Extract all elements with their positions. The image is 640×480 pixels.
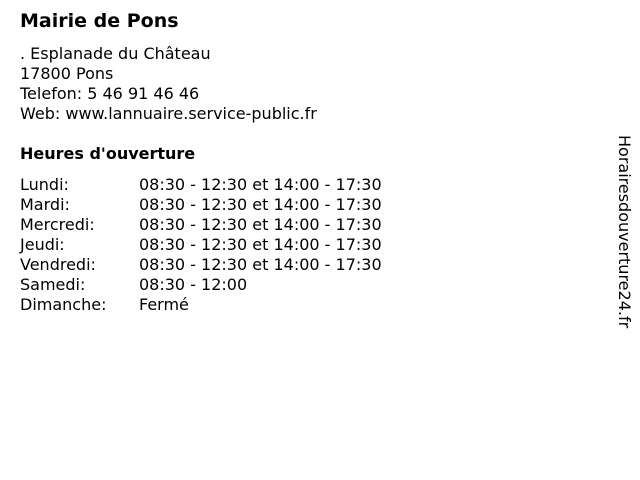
- day-label: Samedi:: [20, 275, 86, 294]
- day-label: Mercredi:: [20, 215, 95, 234]
- day-hours: 08:30 - 12:30 et 14:00 - 17:30: [139, 255, 382, 274]
- site-watermark: Horairesdouverture24.fr: [615, 135, 634, 329]
- hours-heading: Heures d'ouverture: [20, 144, 196, 163]
- website: Web: www.lannuaire.service-public.fr: [20, 104, 317, 123]
- address-city: 17800 Pons: [20, 64, 114, 83]
- day-label: Lundi:: [20, 175, 69, 194]
- office-card: [20, 9, 600, 315]
- contact-block: [20, 44, 600, 124]
- hours-row-vendredi: [20, 255, 600, 275]
- hours-row-jeudi: [20, 235, 600, 255]
- office-name: Mairie de Pons: [20, 10, 179, 32]
- day-label: Jeudi:: [20, 235, 65, 254]
- day-hours: Fermé: [139, 295, 189, 314]
- day-label: Mardi:: [20, 195, 70, 214]
- phone-number: Telefon: 5 46 91 46 46: [20, 84, 200, 103]
- day-hours: 08:30 - 12:30 et 14:00 - 17:30: [139, 195, 382, 214]
- address-street: . Esplanade du Château: [20, 44, 211, 63]
- hours-row-mardi: [20, 195, 600, 215]
- day-hours: 08:30 - 12:30 et 14:00 - 17:30: [139, 215, 382, 234]
- hours-row-mercredi: [20, 215, 600, 235]
- day-hours: 08:30 - 12:30 et 14:00 - 17:30: [139, 175, 382, 194]
- hours-row-dimanche: [20, 295, 600, 315]
- day-label: Vendredi:: [20, 255, 96, 274]
- hours-row-samedi: [20, 275, 600, 295]
- day-hours: 08:30 - 12:30 et 14:00 - 17:30: [139, 235, 382, 254]
- day-label: Dimanche:: [20, 295, 107, 314]
- hours-row-lundi: [20, 175, 600, 195]
- hours-table: [20, 175, 600, 315]
- day-hours: 08:30 - 12:00: [139, 275, 248, 294]
